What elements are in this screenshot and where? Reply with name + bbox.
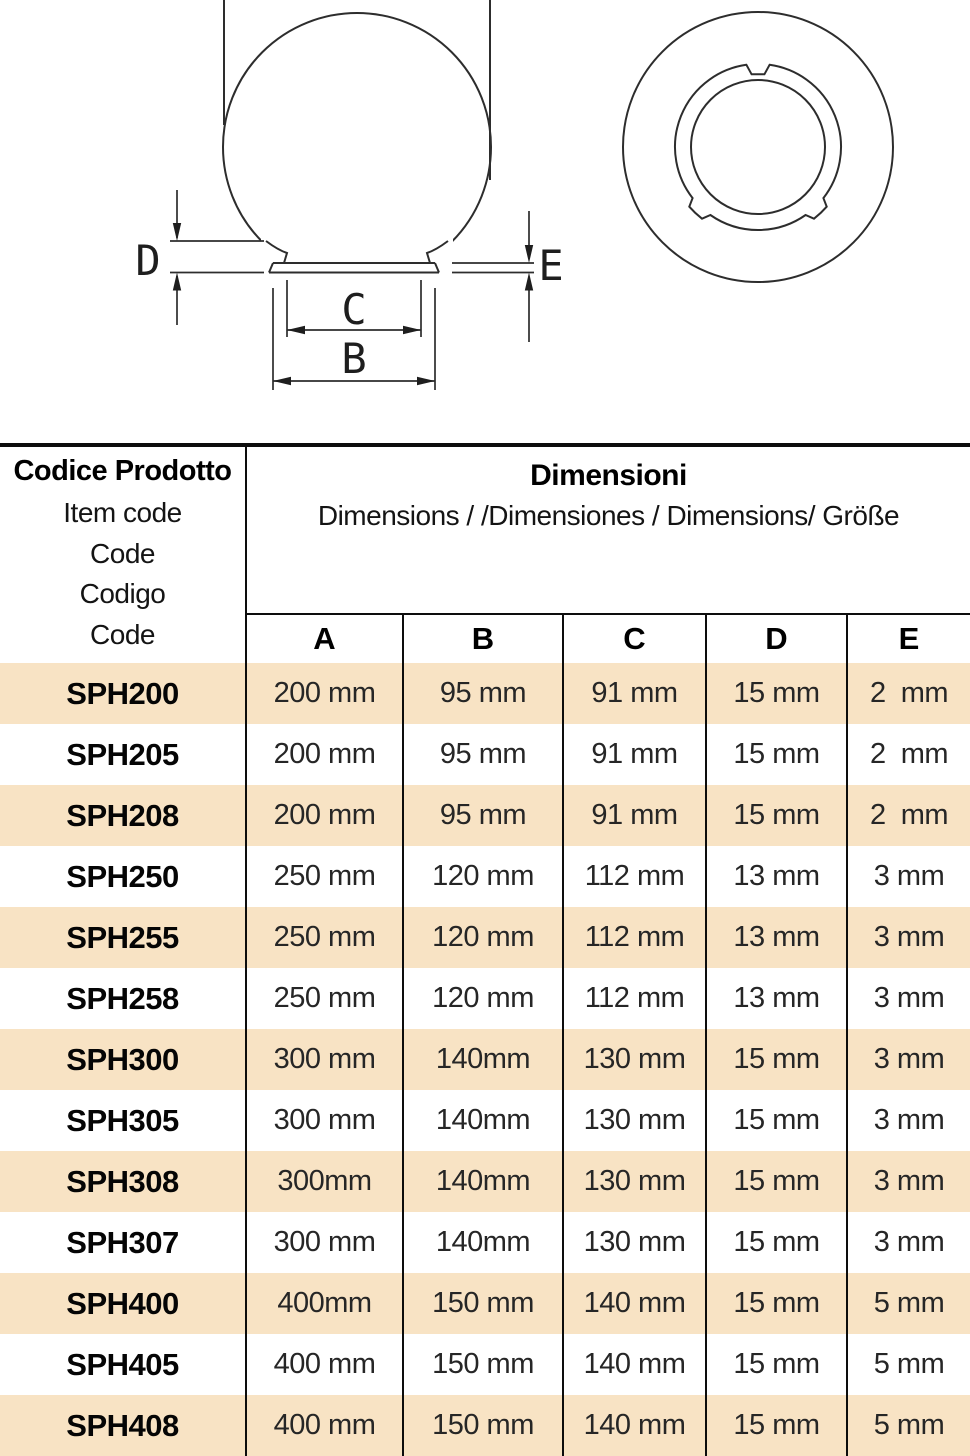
dimension-label-c: C bbox=[341, 285, 367, 334]
column-header-a: A bbox=[313, 621, 336, 656]
dimension-value: 200 mm bbox=[273, 738, 376, 770]
product-code-subtitle: Code bbox=[90, 619, 155, 650]
dimension-value: 13 mm bbox=[705, 846, 846, 907]
dimension-value: 150 mm bbox=[402, 1273, 562, 1334]
table-row bbox=[0, 663, 970, 724]
dimension-value: 15 mm bbox=[705, 1334, 846, 1395]
table-row bbox=[0, 1090, 970, 1151]
dimension-value: 140mm bbox=[402, 1029, 562, 1090]
dimension-value: 130 mm bbox=[562, 1029, 705, 1090]
table-row bbox=[0, 907, 970, 968]
product-code: SPH300 bbox=[0, 1029, 247, 1090]
product-code-subtitle: Item code bbox=[63, 496, 182, 528]
column-header-d: D bbox=[705, 615, 846, 663]
dimension-value: 140mm bbox=[402, 1212, 562, 1273]
product-code: SPH400 bbox=[0, 1273, 247, 1334]
dimension-value: 91 mm bbox=[562, 785, 705, 846]
dimension-value: 250 mm bbox=[273, 982, 376, 1014]
dimension-value: 2 mm bbox=[846, 785, 970, 846]
technical-drawing bbox=[0, 0, 970, 443]
dimensions-table bbox=[0, 443, 970, 1456]
product-code-header-cell bbox=[0, 447, 247, 663]
dimension-value: 95 mm bbox=[402, 785, 562, 846]
dimension-value: 13 mm bbox=[705, 968, 846, 1029]
table-row bbox=[0, 846, 970, 907]
table-row bbox=[0, 1273, 970, 1334]
product-code: SPH200 bbox=[0, 663, 247, 724]
product-code: SPH307 bbox=[0, 1212, 247, 1273]
dimension-value: 140 mm bbox=[562, 1273, 705, 1334]
dimensions-title: Dimensioni bbox=[530, 459, 687, 492]
product-code-title: Codice Prodotto bbox=[13, 455, 232, 487]
product-code: SPH305 bbox=[0, 1090, 247, 1151]
table-row bbox=[0, 1212, 970, 1273]
dimension-value: 2 mm bbox=[846, 663, 970, 724]
dimension-value: 120 mm bbox=[402, 907, 562, 968]
top-view-drawing bbox=[623, 12, 893, 282]
dimension-value: 13 mm bbox=[705, 907, 846, 968]
dimension-value: 130 mm bbox=[562, 1090, 705, 1151]
dimension-value: 3 mm bbox=[846, 1029, 970, 1090]
dimension-value: 150 mm bbox=[402, 1395, 562, 1456]
product-code: SPH255 bbox=[0, 907, 247, 968]
product-code: SPH208 bbox=[0, 785, 247, 846]
dimension-value: 3 mm bbox=[846, 1212, 970, 1273]
dimension-value: 400 mm bbox=[273, 1348, 376, 1380]
column-header-c: C bbox=[562, 615, 705, 663]
dimension-label-e: E bbox=[538, 241, 564, 290]
dimension-value: 15 mm bbox=[705, 1029, 846, 1090]
dimension-value: 15 mm bbox=[705, 724, 846, 785]
dimension-value: 140 mm bbox=[562, 1334, 705, 1395]
dimension-value: 300 mm bbox=[273, 1226, 376, 1258]
dimension-value: 130 mm bbox=[562, 1151, 705, 1212]
product-code-subtitle: Codigo bbox=[79, 578, 166, 610]
dimension-value: 91 mm bbox=[562, 663, 705, 724]
dimension-value: 15 mm bbox=[705, 1212, 846, 1273]
dimension-value: 15 mm bbox=[705, 785, 846, 846]
dimension-value: 3 mm bbox=[846, 846, 970, 907]
dimension-value: 140 mm bbox=[562, 1395, 705, 1456]
dimension-value: 95 mm bbox=[402, 663, 562, 724]
table-row bbox=[0, 968, 970, 1029]
table-header bbox=[0, 447, 970, 663]
product-code: SPH408 bbox=[0, 1395, 247, 1456]
dimension-value: 200 mm bbox=[273, 677, 376, 709]
dimension-value: 400mm bbox=[277, 1287, 372, 1319]
dimension-value: 140mm bbox=[402, 1090, 562, 1151]
product-code-subtitle: Code bbox=[90, 537, 155, 569]
dimension-value: 250 mm bbox=[273, 860, 376, 892]
table-row bbox=[0, 785, 970, 846]
dimension-value: 15 mm bbox=[705, 663, 846, 724]
dimension-value: 120 mm bbox=[402, 846, 562, 907]
dimension-value: 112 mm bbox=[562, 846, 705, 907]
product-code: SPH250 bbox=[0, 846, 247, 907]
product-code: SPH308 bbox=[0, 1151, 247, 1212]
table-row bbox=[0, 1334, 970, 1395]
dimension-value: 3 mm bbox=[846, 1090, 970, 1151]
side-view-drawing bbox=[223, 0, 491, 281]
top-view-keyed-ring bbox=[675, 65, 841, 230]
table-row bbox=[0, 1395, 970, 1456]
dimension-value: 300 mm bbox=[273, 1104, 376, 1136]
dimensions-header-cell bbox=[247, 447, 970, 663]
dimension-value: 200 mm bbox=[273, 799, 376, 831]
dimension-value: 5 mm bbox=[846, 1273, 970, 1334]
dimension-label-b: B bbox=[341, 334, 367, 383]
table-row bbox=[0, 1029, 970, 1090]
dimension-value: 120 mm bbox=[402, 968, 562, 1029]
dimensions-subtitle: Dimensions / /Dimensiones / Dimensions/ Größe bbox=[317, 500, 900, 531]
dimension-value: 150 mm bbox=[402, 1334, 562, 1395]
dimension-label-d: D bbox=[135, 236, 161, 285]
dimension-value: 15 mm bbox=[705, 1151, 846, 1212]
product-code: SPH405 bbox=[0, 1334, 247, 1395]
top-view-outer-circle bbox=[623, 12, 893, 282]
dimension-value: 300mm bbox=[277, 1165, 372, 1197]
product-code: SPH205 bbox=[0, 724, 247, 785]
dimension-value: 15 mm bbox=[705, 1090, 846, 1151]
table-row bbox=[0, 724, 970, 785]
dimension-value: 5 mm bbox=[846, 1395, 970, 1456]
dimension-value: 3 mm bbox=[846, 968, 970, 1029]
dimension-value: 250 mm bbox=[273, 921, 376, 953]
dimension-value: 3 mm bbox=[846, 1151, 970, 1212]
dimension-value: 112 mm bbox=[562, 968, 705, 1029]
dimension-value: 95 mm bbox=[402, 724, 562, 785]
top-view-inner-circle bbox=[691, 80, 825, 214]
column-header-b: B bbox=[402, 615, 562, 663]
dimension-value: 130 mm bbox=[562, 1212, 705, 1273]
dimensions-title-wrap bbox=[247, 447, 970, 613]
column-header-row bbox=[247, 613, 970, 663]
dimension-value: 15 mm bbox=[705, 1273, 846, 1334]
dimension-value: 300 mm bbox=[273, 1043, 376, 1075]
dimension-value: 3 mm bbox=[846, 907, 970, 968]
dimension-value: 2 mm bbox=[846, 724, 970, 785]
dimension-value: 91 mm bbox=[562, 724, 705, 785]
table-body bbox=[0, 663, 970, 1456]
dimension-value: 15 mm bbox=[705, 1395, 846, 1456]
column-header-e: E bbox=[846, 615, 970, 663]
dimension-value: 5 mm bbox=[846, 1334, 970, 1395]
product-code: SPH258 bbox=[0, 968, 247, 1029]
dimension-value: 112 mm bbox=[562, 907, 705, 968]
dimension-value: 400 mm bbox=[273, 1409, 376, 1441]
dimension-value: 140mm bbox=[402, 1151, 562, 1212]
table-row bbox=[0, 1151, 970, 1212]
